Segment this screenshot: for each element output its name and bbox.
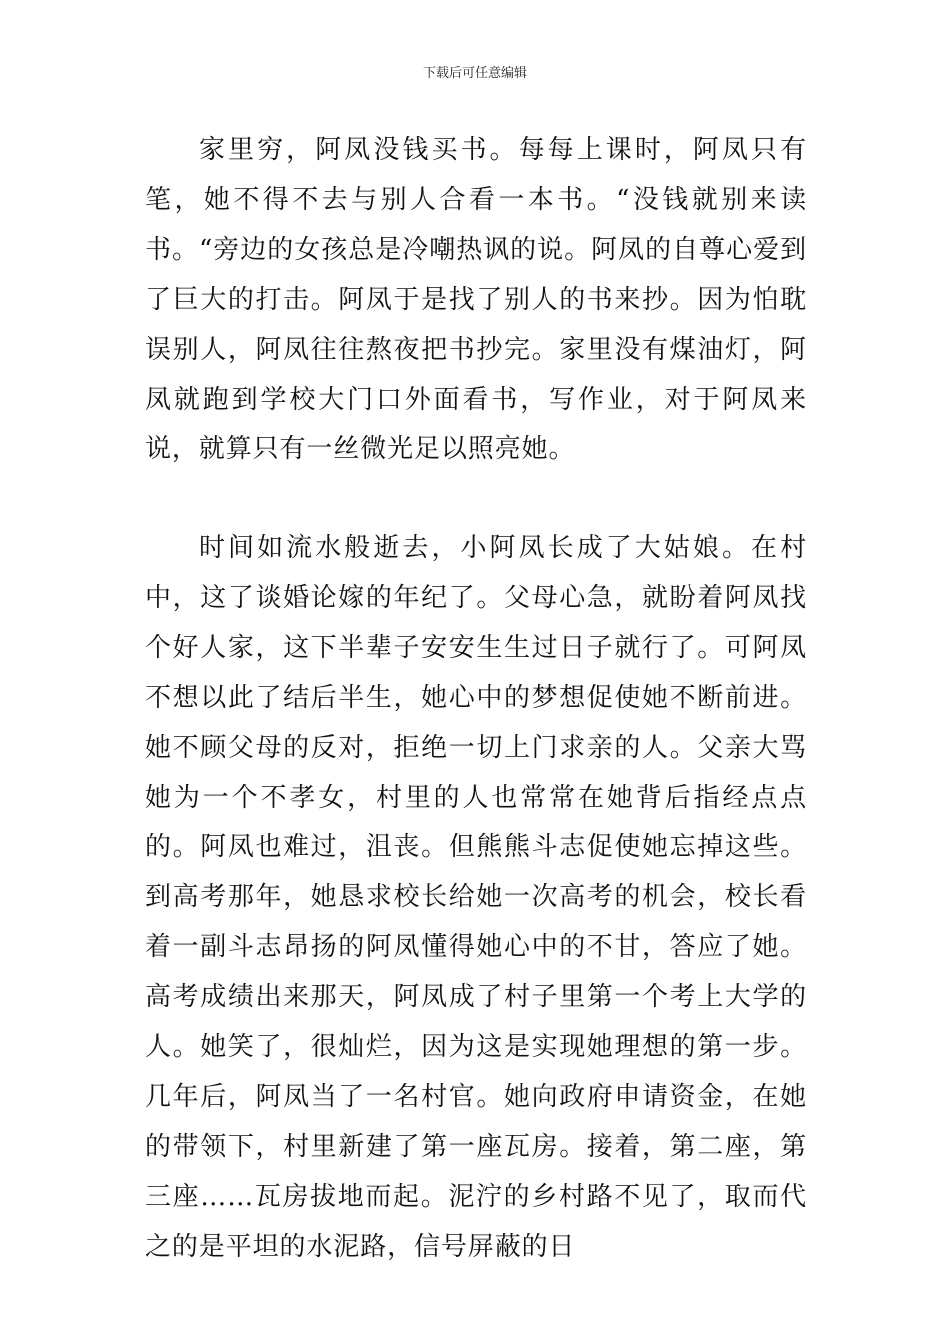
body-paragraph: 家里穷，阿凤没钱买书。每每上课时，阿凤只有笔，她不得不去与别人合看一本书。“没钱就别来读书。“旁边的女孩总是冷嘲热讽的说。阿凤的自尊心爱到了巨大的打击。阿凤于是找了别人的书来抄。因为怕耽误别人，阿凤往往熬夜把书抄完。家里没有煤油灯，阿凤就跑到学校大门口外面看书，写作业，对于阿凤来说，就算只有一丝微光足以照亮她。 [145,135,807,465]
body-paragraph: 时间如流水般逝去，小阿凤长成了大姑娘。在村中，这了谈婚论嫁的年纪了。父母心急，就盼着阿凤找个好人家，这下半辈子安安生生过日子就行了。可阿凤不想以此了结后半生，她心中的梦想促使她不断前进。她不顾父母的反对，拒绝一切上门求亲的人。父亲大骂她为一个不孝女，村里的人也常常在她背后指经点点的。阿凤也难过，沮丧。但熊熊斗志促使她忘掉这些。到高考那年，她恳求校长给她一次高考的机会，校长看着一副斗志昂扬的阿凤懂得她心中的不甘，答应了她。高考成绩出来那天，阿凤成了村子里第一个考上大学的人。她笑了，很灿烂，因为这是实现她理想的第一步。几年后，阿凤当了一名村官。她向政府申请资金，在她的带领下，村里新建了第一座瓦房。接着，第二座，第三座……瓦房拔地而起。泥泞的乡村路不见了，取而代之的是平坦的水泥路，信号屏蔽的日 [145,533,807,1262]
page-header-note: 下载后可任意编辑 [422,66,527,81]
body-paragraph-1-container [145,126,807,475]
body-paragraph-2-container [145,524,807,1273]
